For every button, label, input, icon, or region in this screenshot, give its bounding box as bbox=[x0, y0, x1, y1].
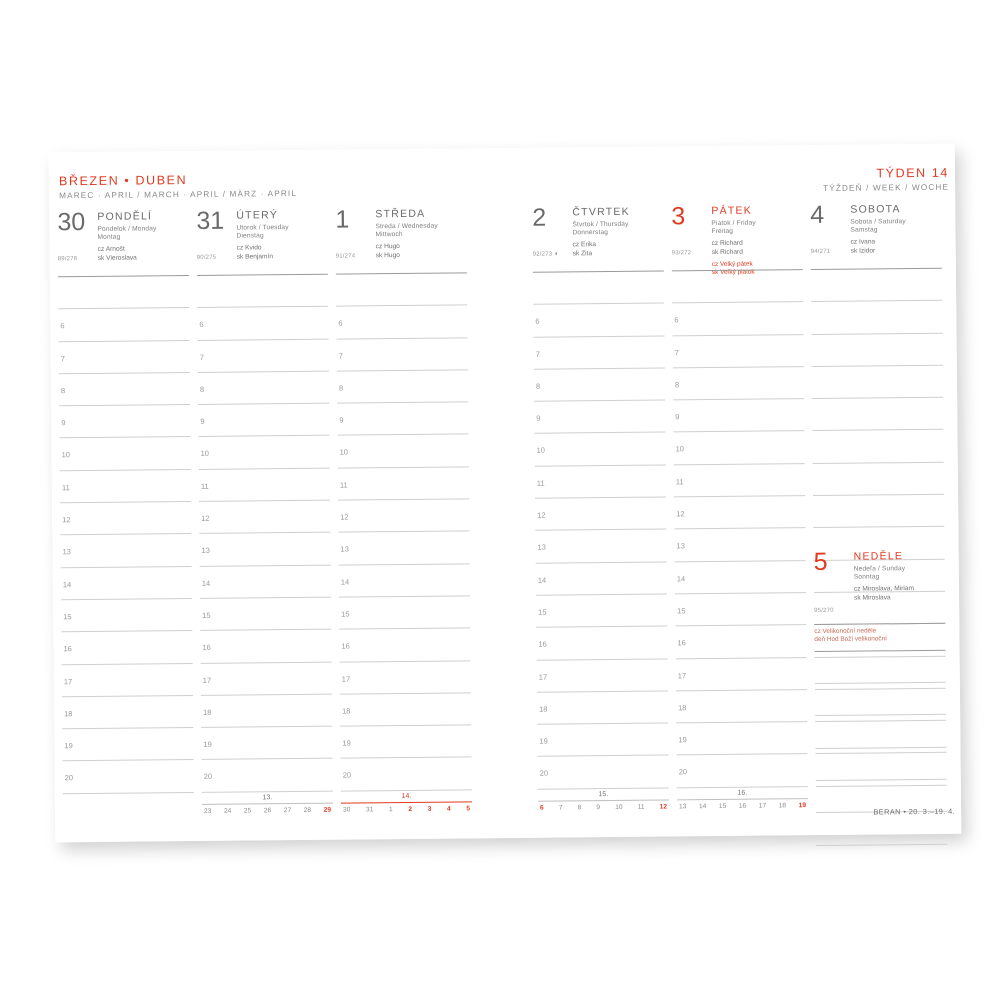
mini-day: 10 bbox=[615, 803, 623, 811]
name-days: cz Kvido sk Benjamín bbox=[236, 244, 274, 261]
hour-row[interactable] bbox=[672, 302, 803, 336]
hour-row[interactable] bbox=[59, 438, 190, 472]
hour-label: 15 bbox=[538, 607, 547, 617]
day-name-translations: Utorok / Tuesday Dienstag bbox=[236, 224, 289, 240]
hour-label: 11 bbox=[339, 480, 348, 490]
mini-day: 9 bbox=[596, 804, 601, 812]
hour-label: 15 bbox=[677, 606, 686, 616]
hour-label: 19 bbox=[539, 736, 548, 746]
hour-row[interactable] bbox=[59, 405, 190, 439]
hour-label: 11 bbox=[536, 478, 545, 488]
day-name: ÚTERÝ bbox=[236, 209, 279, 222]
day-info bbox=[711, 205, 804, 278]
hour-row[interactable] bbox=[199, 533, 330, 567]
hour-label: 9 bbox=[61, 418, 66, 428]
hour-row[interactable] bbox=[339, 596, 470, 630]
hour-row[interactable] bbox=[340, 693, 471, 727]
hour-label: 13 bbox=[340, 544, 349, 554]
hour-row[interactable] bbox=[61, 631, 192, 665]
hour-label: 12 bbox=[676, 509, 685, 519]
day-info bbox=[236, 210, 328, 262]
day-of-year-code: 91/274 bbox=[335, 253, 356, 260]
hour-row[interactable] bbox=[538, 756, 669, 790]
hour-label: 8 bbox=[199, 384, 205, 394]
hour-row[interactable] bbox=[198, 372, 329, 406]
hour-row[interactable] bbox=[201, 662, 332, 696]
hour-row[interactable] bbox=[199, 501, 330, 535]
day-number: 5 bbox=[813, 547, 828, 577]
day-name-translations: Sobota / Saturday Samstag bbox=[850, 218, 906, 234]
hour-label: 8 bbox=[674, 380, 680, 390]
day-column-wednesday bbox=[335, 205, 472, 791]
hour-label: 19 bbox=[342, 738, 351, 748]
hour-row[interactable] bbox=[675, 625, 806, 659]
month-title-cz: BŘEZEN • DUBEN bbox=[58, 173, 188, 189]
hour-row[interactable] bbox=[811, 333, 942, 367]
hour-label: 13 bbox=[676, 541, 685, 551]
hour-label: 17 bbox=[677, 670, 687, 680]
mini-week-title: 13. bbox=[202, 794, 333, 805]
hour-row[interactable] bbox=[535, 530, 666, 564]
hour-row[interactable] bbox=[198, 436, 329, 470]
hour-label: 6 bbox=[60, 321, 65, 331]
moon-phase-icon: ◐ bbox=[554, 250, 559, 258]
hour-row[interactable] bbox=[812, 366, 943, 400]
hour-row[interactable] bbox=[337, 370, 468, 404]
hour-row[interactable] bbox=[60, 470, 191, 504]
day-header bbox=[813, 547, 946, 624]
zodiac-label: BERAN • 20. 3.–19. 4. bbox=[873, 806, 956, 817]
mini-week-days bbox=[677, 802, 808, 810]
mini-day: 28 bbox=[303, 806, 312, 814]
hour-label: 10 bbox=[61, 450, 71, 460]
day-header bbox=[532, 203, 664, 269]
mini-day: 24 bbox=[223, 807, 232, 815]
hour-label: 16 bbox=[341, 641, 350, 651]
holiday-note: cz Velký pátek sk Veľký piatok bbox=[711, 260, 755, 277]
hour-row[interactable] bbox=[536, 562, 667, 596]
mini-day: 8 bbox=[577, 804, 582, 812]
hour-label: 7 bbox=[674, 347, 679, 357]
name-days: cz Ivana sk Izidor bbox=[850, 238, 876, 255]
mini-day: 25 bbox=[243, 807, 252, 815]
hour-row[interactable] bbox=[58, 275, 189, 310]
holiday-note: cz Velikonoční neděle deň Hod Boží velikonoční bbox=[814, 627, 887, 644]
hour-label: 19 bbox=[203, 739, 212, 750]
hour-row[interactable] bbox=[63, 760, 194, 794]
hour-row[interactable] bbox=[340, 725, 471, 759]
hour-label: 7 bbox=[199, 352, 204, 362]
hour-label: 11 bbox=[675, 477, 684, 487]
hour-row[interactable] bbox=[341, 758, 472, 792]
mini-day: 1 bbox=[389, 806, 393, 814]
day-name-translations: Pondelok / Monday Montag bbox=[97, 225, 157, 242]
hour-row[interactable] bbox=[674, 496, 805, 530]
hour-label: 13 bbox=[62, 547, 71, 557]
mini-week-days bbox=[202, 807, 333, 815]
hour-label: 19 bbox=[64, 741, 73, 751]
day-number: 2 bbox=[532, 203, 547, 232]
hour-row[interactable] bbox=[815, 683, 946, 717]
hour-row[interactable] bbox=[811, 301, 942, 335]
hour-label: 17 bbox=[63, 676, 73, 686]
hour-label: 7 bbox=[60, 353, 65, 363]
hour-label: 18 bbox=[203, 707, 212, 717]
hour-row[interactable] bbox=[536, 594, 667, 628]
hour-label: 10 bbox=[339, 447, 348, 458]
day-name-translations: Piatok / Friday Freitag bbox=[711, 219, 756, 236]
hour-label: 14 bbox=[676, 573, 686, 584]
hour-row[interactable] bbox=[336, 306, 467, 340]
hour-label: 16 bbox=[202, 643, 211, 653]
hour-label: 9 bbox=[200, 417, 205, 427]
week-number: TÝDEN 14 bbox=[876, 165, 950, 181]
hour-label: 12 bbox=[62, 515, 71, 525]
hour-row[interactable] bbox=[201, 695, 332, 729]
hour-label: 20 bbox=[203, 772, 213, 782]
hour-row[interactable] bbox=[198, 339, 329, 373]
day-number: 1 bbox=[335, 205, 350, 234]
hour-row[interactable] bbox=[201, 727, 332, 761]
hour-label: 17 bbox=[202, 675, 212, 685]
mini-day: 18 bbox=[778, 802, 787, 810]
hour-label: 7 bbox=[535, 349, 540, 359]
hour-row[interactable] bbox=[62, 728, 193, 762]
hour-label: 16 bbox=[63, 644, 72, 654]
hour-row[interactable] bbox=[337, 338, 468, 372]
mini-week-days bbox=[538, 803, 669, 811]
header-right bbox=[823, 166, 949, 193]
hour-label: 9 bbox=[536, 413, 541, 423]
day-header bbox=[57, 208, 189, 274]
mini-day: 27 bbox=[283, 807, 292, 815]
hour-row[interactable] bbox=[674, 528, 805, 562]
day-number: 31 bbox=[196, 206, 225, 235]
day-header bbox=[671, 202, 803, 277]
hour-label: 12 bbox=[340, 512, 349, 522]
hour-label: 18 bbox=[342, 706, 351, 716]
hour-row[interactable] bbox=[61, 599, 192, 633]
hour-label: 17 bbox=[538, 672, 548, 682]
hour-label: 10 bbox=[536, 446, 545, 456]
mini-day: 19 bbox=[798, 802, 807, 810]
day-name: ČTVRTEK bbox=[572, 205, 630, 219]
day-of-year-code: 94/271 bbox=[810, 248, 831, 256]
hour-row[interactable] bbox=[197, 274, 328, 309]
day-name: PONDĚLÍ bbox=[97, 210, 153, 223]
hour-row[interactable] bbox=[813, 495, 944, 529]
hour-row[interactable] bbox=[815, 650, 946, 685]
mini-day: 23 bbox=[204, 807, 212, 815]
hour-label: 18 bbox=[678, 703, 687, 713]
hour-row[interactable] bbox=[61, 567, 192, 601]
day-column-tuesday bbox=[196, 206, 333, 793]
hour-row[interactable] bbox=[533, 270, 664, 305]
hour-row[interactable] bbox=[815, 747, 946, 781]
mini-week-title: 15. bbox=[538, 790, 669, 801]
hour-lines bbox=[197, 274, 333, 793]
hour-label: 19 bbox=[678, 735, 687, 745]
hour-row[interactable] bbox=[676, 690, 807, 724]
hour-label: 18 bbox=[539, 704, 548, 714]
hour-row[interactable] bbox=[812, 398, 943, 432]
mini-day: 5 bbox=[466, 805, 471, 813]
hour-row[interactable] bbox=[537, 724, 668, 758]
day-name-translations: Nedeľa / Sunday Sonntag bbox=[853, 565, 906, 581]
mini-day: 30 bbox=[343, 806, 351, 814]
hour-label: 10 bbox=[200, 449, 209, 459]
hour-lines bbox=[672, 269, 808, 788]
hour-row[interactable] bbox=[199, 468, 330, 502]
hour-row[interactable] bbox=[536, 627, 667, 661]
hour-lines bbox=[336, 272, 472, 791]
hour-label: 11 bbox=[200, 481, 209, 491]
mini-day: 2 bbox=[408, 805, 413, 813]
hour-row[interactable] bbox=[673, 399, 804, 433]
day-info bbox=[375, 208, 467, 260]
hour-label: 20 bbox=[342, 770, 352, 781]
header-left bbox=[59, 172, 297, 200]
hour-row[interactable] bbox=[534, 433, 665, 467]
week-translations: TÝŽDEŇ / WEEK / WOCHE bbox=[823, 182, 950, 193]
hour-row[interactable] bbox=[673, 335, 804, 369]
day-column-friday bbox=[671, 202, 808, 788]
hour-row[interactable] bbox=[198, 404, 329, 438]
hour-row[interactable] bbox=[811, 268, 942, 303]
hour-label: 14 bbox=[537, 575, 547, 585]
hour-row[interactable] bbox=[677, 755, 808, 789]
day-of-year-code: 89/276 bbox=[57, 256, 78, 263]
name-days: cz Arnošt sk Vieroslava bbox=[97, 246, 137, 262]
day-column-monday bbox=[57, 208, 194, 794]
hour-row[interactable] bbox=[338, 499, 469, 533]
hour-row[interactable] bbox=[534, 368, 665, 402]
hour-row[interactable] bbox=[202, 759, 333, 793]
hour-row[interactable] bbox=[197, 307, 328, 341]
planner-page bbox=[49, 144, 962, 843]
hour-label: 12 bbox=[537, 510, 546, 520]
day-header bbox=[196, 206, 328, 273]
hour-lines bbox=[58, 275, 194, 794]
day-name-translations: Streda / Wednesday Mittwoch bbox=[375, 222, 438, 239]
mini-day: 14 bbox=[698, 803, 707, 811]
hour-label: 18 bbox=[64, 709, 73, 719]
hour-label: 15 bbox=[341, 609, 350, 619]
day-name: STŘEDA bbox=[375, 207, 426, 221]
day-column-saturday-sunday bbox=[810, 200, 947, 787]
day-header bbox=[335, 205, 467, 271]
mini-day: 16 bbox=[738, 802, 747, 810]
hour-label: 14 bbox=[340, 577, 350, 587]
day-header bbox=[810, 200, 942, 267]
hour-row[interactable] bbox=[676, 722, 807, 756]
mini-day: 17 bbox=[758, 802, 767, 810]
hour-row[interactable] bbox=[58, 308, 189, 342]
hour-row[interactable] bbox=[675, 593, 806, 627]
day-of-year-code: 95/270 bbox=[814, 607, 834, 615]
hour-label: 20 bbox=[678, 767, 688, 777]
day-of-year-code: 90/275 bbox=[196, 254, 217, 261]
day-number: 30 bbox=[57, 208, 86, 237]
day-info bbox=[854, 551, 946, 603]
day-number: 3 bbox=[671, 202, 686, 231]
day-name: PÁTEK bbox=[711, 204, 753, 218]
mini-day: 4 bbox=[446, 805, 451, 813]
hour-label: 14 bbox=[201, 578, 211, 588]
hour-row[interactable] bbox=[62, 664, 193, 698]
mini-day: 12 bbox=[659, 803, 668, 811]
hour-row[interactable] bbox=[337, 403, 468, 437]
hour-lines bbox=[533, 270, 669, 789]
hour-row[interactable] bbox=[60, 502, 191, 536]
hour-row[interactable] bbox=[673, 432, 804, 466]
name-days: cz Hugo sk Hugo bbox=[375, 243, 400, 260]
hour-label: 12 bbox=[201, 513, 210, 523]
hour-row[interactable] bbox=[534, 401, 665, 435]
hour-row[interactable] bbox=[534, 336, 665, 370]
hour-row[interactable] bbox=[673, 367, 804, 401]
day-of-year-code: 93/272 bbox=[671, 250, 692, 257]
hour-label: 13 bbox=[537, 542, 546, 553]
mini-week-title: 14. bbox=[341, 792, 472, 803]
hour-label: 14 bbox=[62, 579, 72, 589]
day-info bbox=[572, 206, 664, 258]
hour-row[interactable] bbox=[339, 564, 470, 598]
day-info bbox=[97, 211, 189, 263]
mini-calendar-week-13[interactable] bbox=[202, 794, 333, 815]
day-name-translations: Štvrtok / Thursday Donnerstag bbox=[572, 220, 629, 237]
hour-label: 20 bbox=[539, 769, 549, 779]
hour-label: 8 bbox=[535, 381, 541, 391]
day-info bbox=[850, 204, 942, 256]
mini-day: 26 bbox=[263, 807, 272, 815]
mini-week-title: 16. bbox=[677, 789, 808, 800]
hour-label: 17 bbox=[341, 674, 351, 684]
hour-label: 10 bbox=[675, 444, 684, 454]
hour-row[interactable] bbox=[812, 430, 943, 464]
day-name: NEDĚLE bbox=[853, 550, 904, 563]
hour-row[interactable] bbox=[200, 630, 331, 664]
hour-label: 7 bbox=[338, 351, 343, 361]
mini-day: 31 bbox=[366, 806, 374, 814]
mini-calendar-week-14[interactable] bbox=[341, 792, 472, 813]
hour-row[interactable] bbox=[672, 269, 803, 304]
hour-label: 8 bbox=[60, 386, 66, 396]
hour-label: 20 bbox=[64, 773, 74, 783]
day-number: 4 bbox=[810, 200, 825, 230]
mini-day: 29 bbox=[323, 806, 332, 814]
day-of-year-code: 92/273 bbox=[532, 251, 553, 258]
hour-row[interactable] bbox=[338, 467, 469, 501]
hour-row[interactable] bbox=[535, 465, 666, 499]
name-days: cz Erika sk Zita bbox=[572, 241, 597, 258]
hour-row[interactable] bbox=[815, 715, 946, 749]
hour-label: 6 bbox=[535, 316, 540, 326]
hour-row[interactable] bbox=[674, 464, 805, 498]
hour-row[interactable] bbox=[338, 532, 469, 566]
mini-calendar-week-15[interactable] bbox=[538, 790, 669, 811]
hour-label: 16 bbox=[538, 639, 547, 649]
hour-row[interactable] bbox=[59, 341, 190, 375]
day-column-thursday bbox=[532, 203, 669, 789]
hour-row[interactable] bbox=[336, 272, 467, 307]
hour-label: 6 bbox=[338, 318, 343, 328]
mini-calendar-week-16[interactable] bbox=[677, 789, 808, 810]
month-title-translations: MAREC · APRIL / MARCH · APRIL / MÄRZ · APRIL bbox=[59, 188, 298, 201]
mini-day: 7 bbox=[558, 804, 563, 812]
hour-row[interactable] bbox=[676, 658, 807, 692]
hour-row[interactable] bbox=[813, 463, 944, 497]
mini-day: 15 bbox=[718, 802, 727, 810]
hour-row[interactable] bbox=[62, 696, 193, 730]
hour-row[interactable] bbox=[200, 598, 331, 632]
hour-row[interactable] bbox=[60, 534, 191, 568]
hour-label: 8 bbox=[338, 383, 344, 393]
hour-row[interactable] bbox=[340, 661, 471, 695]
hour-row[interactable] bbox=[535, 498, 666, 532]
hour-label: 15 bbox=[63, 612, 72, 622]
hour-label: 16 bbox=[677, 638, 686, 648]
hour-row[interactable] bbox=[533, 304, 664, 338]
hour-row[interactable] bbox=[537, 659, 668, 693]
name-days: cz Richard sk Richard bbox=[711, 240, 743, 256]
hour-row[interactable] bbox=[675, 561, 806, 595]
mini-day: 3 bbox=[427, 805, 432, 813]
sunday-holiday-row bbox=[814, 623, 945, 645]
hour-label: 6 bbox=[199, 320, 204, 330]
mini-day: 13 bbox=[678, 803, 687, 811]
hour-label: 11 bbox=[61, 482, 70, 493]
hour-row[interactable] bbox=[200, 565, 331, 599]
hour-row[interactable] bbox=[339, 629, 470, 663]
mini-week-days bbox=[341, 805, 472, 813]
hour-label: 9 bbox=[339, 415, 344, 425]
mini-day: 11 bbox=[637, 803, 645, 811]
hour-label: 6 bbox=[674, 315, 679, 325]
hour-label: 15 bbox=[202, 610, 211, 620]
mini-day: 6 bbox=[539, 804, 544, 812]
hour-row[interactable] bbox=[537, 691, 668, 725]
name-days: cz Miroslava, Miriam sk Miroslava bbox=[853, 585, 915, 602]
day-name: SOBOTA bbox=[850, 203, 901, 216]
hour-row[interactable] bbox=[59, 373, 190, 407]
hour-label: 9 bbox=[675, 412, 680, 422]
hour-row[interactable] bbox=[337, 435, 468, 469]
hour-label: 13 bbox=[201, 546, 210, 556]
